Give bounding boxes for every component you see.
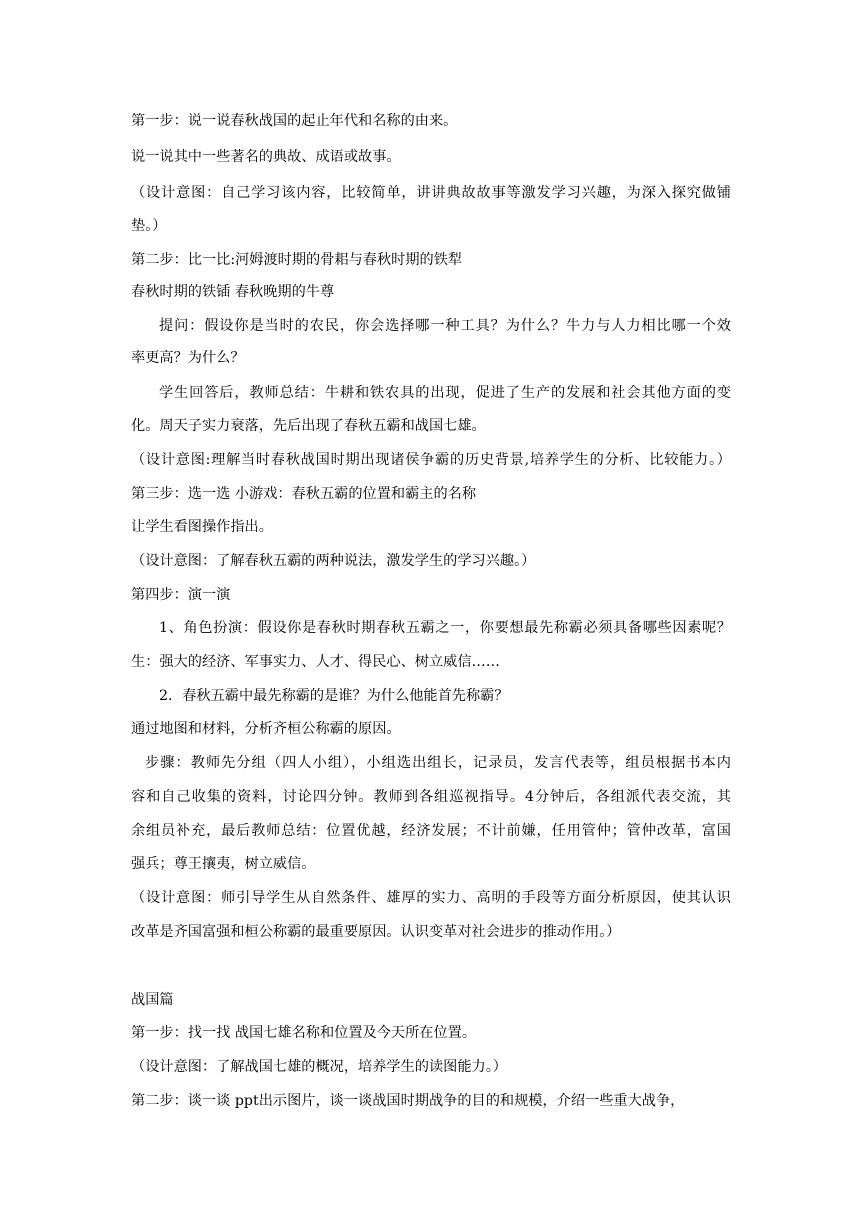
text-line: 第四步：演一演	[131, 587, 231, 603]
text-line: 春秋时期的铁锸 春秋晚期的牛尊	[131, 284, 335, 300]
text-line: 第二步：谈一谈 ppt出示图片，谈一谈战国时期战争的目的和规模，介绍一些重大战争，	[131, 1093, 685, 1109]
text-line: 学生回答后，教师总结：牛耕和铁农具的出现，促进了生产的发展和社会其他方面的变	[159, 385, 731, 401]
text-line: 垫。）	[131, 218, 167, 234]
text-line: 第三步：选一选 小游戏：春秋五霸的位置和霸主的名称	[131, 486, 477, 502]
text-line: 让学生看图操作指出。	[131, 519, 273, 535]
section-heading: 战国篇	[131, 992, 174, 1008]
text-line: 余组员补充，最后教师总结：位置优越，经济发展；不计前嫌，任用管仲；管仲改革，富国	[131, 823, 731, 839]
text-line: （设计意图：自己学习该内容，比较简单，讲讲典故故事等激发学习兴趣，为深入探究做铺	[131, 185, 731, 201]
text-line: 2．春秋五霸中最先称霸的是谁？为什么他能首先称霸？	[159, 688, 509, 704]
text-line: （设计意图：了解春秋五霸的两种说法，激发学生的学习兴趣。）	[131, 553, 536, 569]
text-line: （设计意图：师引导学生从自然条件、雄厚的实力、高明的手段等方面分析原因，使其认识	[131, 890, 731, 906]
text-line: 第一步：找一找 战国七雄名称和位置及今天所在位置。	[131, 1025, 477, 1041]
text-line: （设计意图：了解战国七雄的概况，培养学生的读图能力。）	[131, 1059, 507, 1075]
text-line: 容和自己收集的资料，讨论四分钟。教师到各组巡视指导。4分钟后，各组派代表交流，其	[131, 789, 731, 805]
text-line: 说一说其中一些著名的典故、成语或故事。	[131, 149, 401, 165]
text-line: 第一步：说一说春秋战国的起止年代和名称的由来。	[131, 113, 458, 129]
text-line: 生：强大的经济、军事实力、人才、得民心、树立威信……	[131, 654, 500, 670]
text-line: 化。周天子实力衰落，先后出现了春秋五霸和战国七雄。	[131, 418, 486, 434]
text-line: 步骤：教师先分组（四人小组），小组选出组长，记录员，发言代表等，组员根据书本内	[145, 755, 731, 771]
text-line: 通过地图和材料，分析齐桓公称霸的原因。	[131, 721, 401, 737]
text-line: 提问：假设你是当时的农民，你会选择哪一种工具？为什么？牛力与人力相比哪一个效	[159, 318, 731, 334]
text-line: 1、角色扮演：假设你是春秋时期春秋五霸之一，你要想最先称霸必须具备哪些因素呢？	[159, 620, 731, 636]
text-line: 强兵；尊王攘夷，树立威信。	[131, 856, 316, 872]
text-line: 第二步：比一比:河姆渡时期的骨耜与春秋时期的铁犁	[131, 252, 463, 268]
text-line: （设计意图:理解当时春秋战国时期出现诸侯争霸的历史背景,培养学生的分析、比较能力。）	[131, 452, 731, 468]
text-line: 改革是齐国富强和桓公称霸的最重要原因。认识变革对社会进步的推动作用。）	[131, 924, 621, 940]
text-line: 率更高？为什么？	[131, 350, 245, 366]
